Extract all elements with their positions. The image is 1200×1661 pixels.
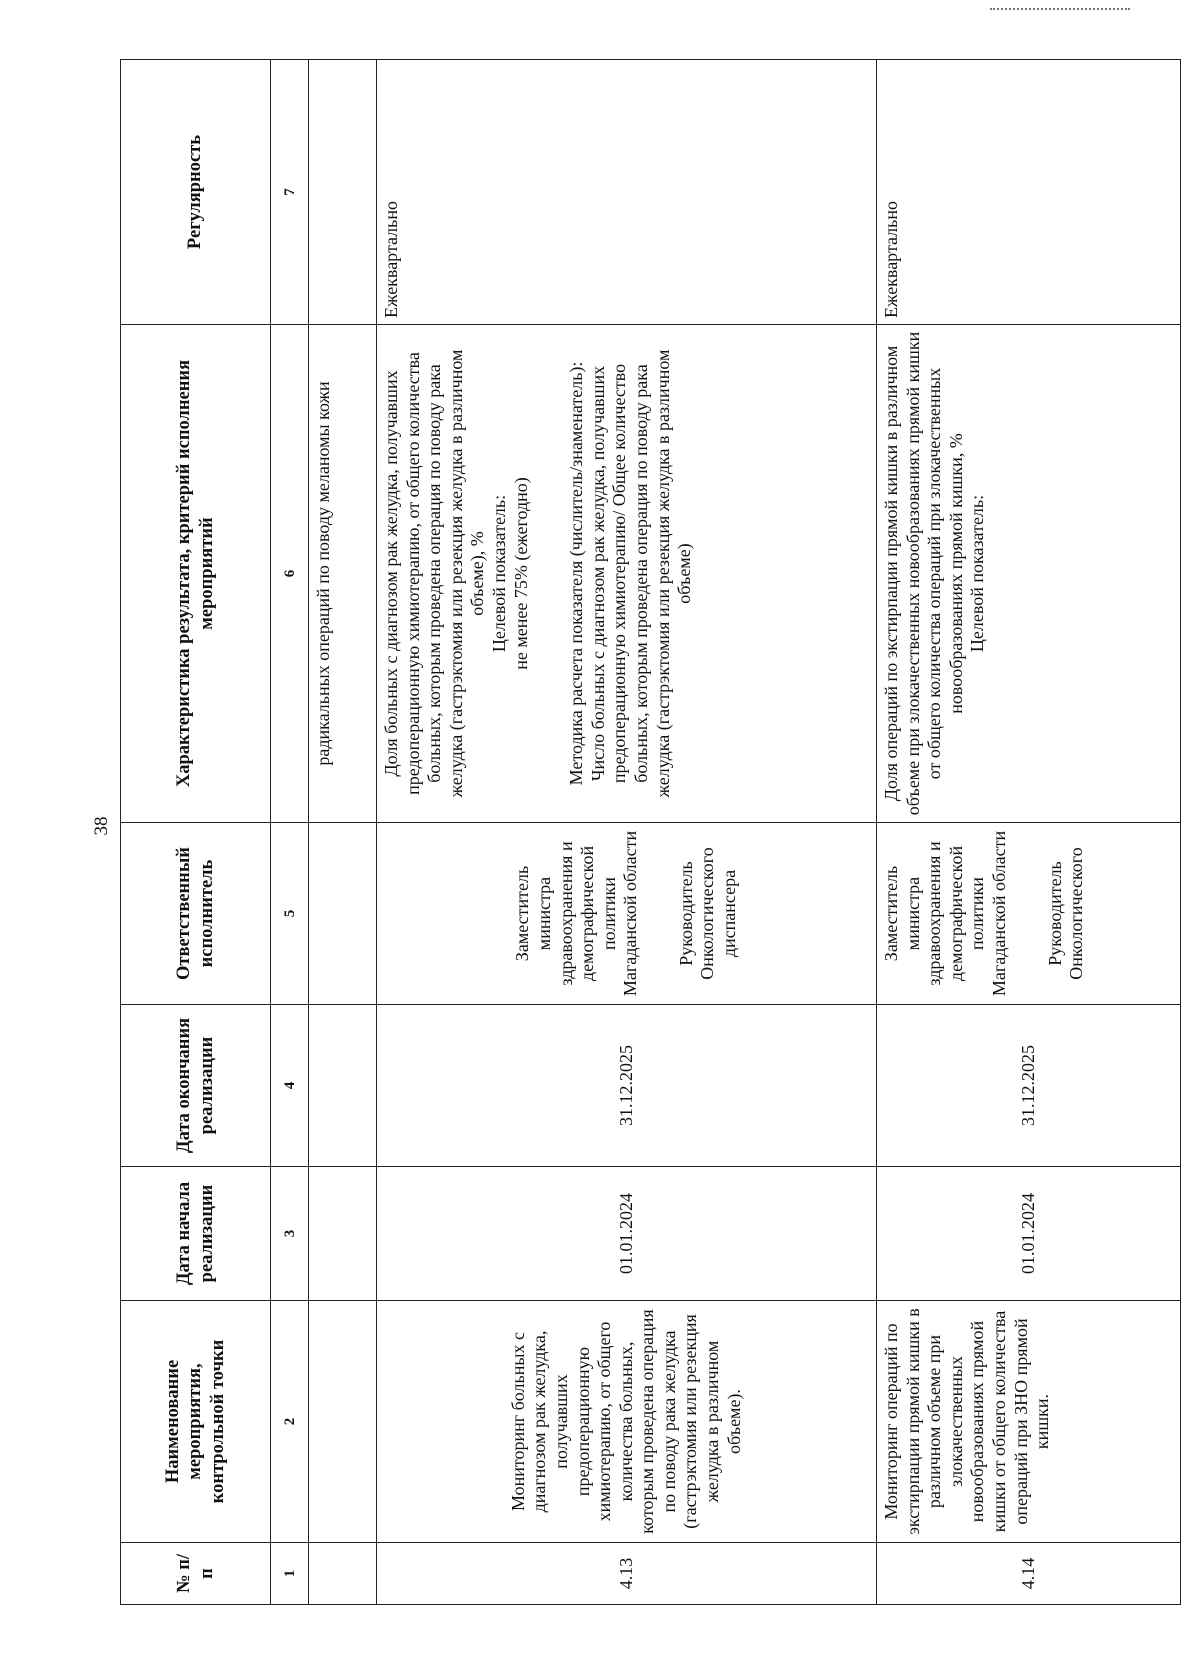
row-characteristic: [377, 325, 877, 823]
column-number: 6: [271, 325, 309, 823]
scan-mark: [990, 8, 1130, 13]
row-regularity: Ежеквартально: [877, 60, 1181, 325]
table-row: [377, 60, 877, 1605]
row-id: 4.13: [377, 1543, 877, 1605]
header-name: Наименование мероприятия, контрольной точки: [121, 1301, 271, 1543]
row-responsible: [377, 823, 877, 1005]
row-start-date: 01.01.2024: [877, 1167, 1181, 1301]
document-table-area: [120, 60, 1180, 1605]
header-end: Дата окончания реализации: [121, 1005, 271, 1167]
column-number: 4: [271, 1005, 309, 1167]
row-end-date: 31.12.2025: [377, 1005, 877, 1167]
row-id: 4.14: [877, 1543, 1181, 1605]
column-number: 2: [271, 1301, 309, 1543]
row-name: Мониторинг больных с диагнозом рак желудка, получавших предоперационную химиотерапию, от общего количества больных, которым проведена операция по поводу рака желудка (гастрэктомия или резекция желудка в различном объеме).: [377, 1301, 877, 1543]
method-value: Число больных с диагнозом рак желудка, получавших предоперационную химиотерапию/ Общее количество больных, которым проведена операция по поводу рака желудка (гастрэктомия или резекция желудка в различном объеме): [587, 349, 695, 798]
continuation-characteristic: радикальных операций по поводу меланомы кожи: [309, 325, 377, 823]
rotated-sheet: [120, 60, 1180, 1605]
target-label: Целевой показатель:: [488, 494, 509, 653]
column-number: 1: [271, 1543, 309, 1605]
responsible-head: Руководитель Онкологического диспансера: [675, 847, 740, 980]
column-number-row: [271, 60, 309, 1605]
row-regularity: Ежеквартально: [377, 60, 877, 325]
target-value: не менее 75% (ежегодно): [510, 477, 531, 670]
responsible-deputy-minister: Заместитель министра здравоохранения и демографической политики Магаданской области: [881, 830, 1009, 997]
column-number: 5: [271, 823, 309, 1005]
target-label: Целевой показатель:: [967, 494, 988, 653]
page-number: 38: [91, 816, 112, 836]
responsible-deputy-minister: Заместитель министра здравоохранения и демографической политики Магаданской области: [512, 830, 641, 997]
table-row: [877, 60, 1181, 1605]
method-label: Методика расчета показателя (числитель/знаменатель):: [566, 361, 587, 786]
header-responsible: Ответственный исполнитель: [121, 823, 271, 1005]
row-end-date: 31.12.2025: [877, 1005, 1181, 1167]
characteristic-main: Доля операций по экстирпации прямой кишки в различном объеме при злокачественных новообразованиях прямой кишки от общего количества операций при злокачественных новообразованиях прямой кишки, %: [881, 331, 966, 816]
column-number: 3: [271, 1167, 309, 1301]
responsible-head: Руководитель Онкологического: [1044, 847, 1087, 980]
measures-table: [120, 59, 1181, 1605]
row-name: Мониторинг операций по экстирпации прямой кишки в различном объеме при злокачественных новообразованиях прямой кишки от общего количества операций при ЗНО прямой кишки.: [877, 1301, 1181, 1543]
characteristic-main: Доля больных с диагнозом рак желудка, получавших предоперационную химиотерапию, от общего количества больных, которым проведена операция по поводу рака желудка (гастрэктомия или резекция желудка в различном объеме), %: [381, 349, 488, 798]
header-characteristic: Характеристика результата, критерий исполнения мероприятий: [121, 325, 271, 823]
header-regularity: Регулярность: [121, 60, 271, 325]
row-start-date: 01.01.2024: [377, 1167, 877, 1301]
header-number: № п/п: [121, 1543, 271, 1605]
continuation-row: [309, 60, 377, 1605]
header-start: Дата начала реализации: [121, 1167, 271, 1301]
header-row: [121, 60, 271, 1605]
row-characteristic: [877, 325, 1181, 823]
column-number: 7: [271, 60, 309, 325]
row-responsible: [877, 823, 1181, 1005]
